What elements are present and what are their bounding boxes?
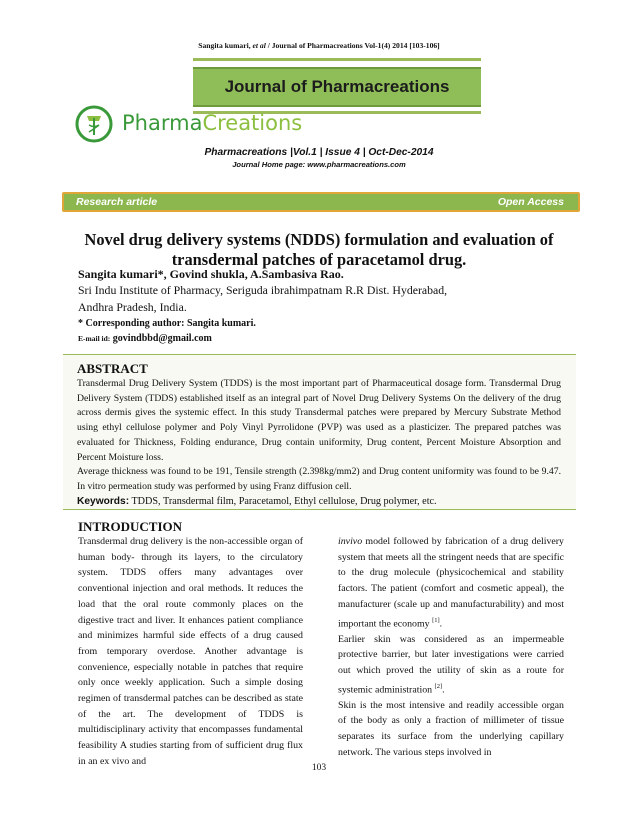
corresponding-author: * Corresponding author: Sangita kumari. (78, 318, 256, 329)
intro-right-paragraph-1: invivo model followed by fabrication of a drug delivery system that meets all the stringent needs that are specific to the drug molecule (physicochemical and stability factors. The patient (comfort and cosmetic appeal), the manufacturer (scale up and manufacturability) and most important the economy [1]. (338, 536, 564, 629)
caduceus-logo-icon (74, 104, 114, 144)
running-head: Sangita kumari, et al / Journal of Pharmacreations Vol-1(4) 2014 [103-106] (198, 41, 440, 50)
journal-home-line: Journal Home page: www.pharmacreations.com (232, 160, 406, 169)
article-type-bar (62, 192, 580, 212)
intro-right-column (338, 534, 564, 760)
affiliation-line-2: Andhra Pradesh, India. (78, 300, 187, 314)
keywords-line (77, 495, 561, 510)
logo-wordmark: PharmaCreations (122, 111, 303, 135)
paper-title: Novel drug delivery systems (NDDS) formulation and evaluation of transdermal patches of paracetamol drug. (84, 230, 554, 269)
email-label: E-mail id: (78, 334, 111, 343)
abstract-body (77, 377, 561, 509)
citation-1[interactable]: [1] (432, 616, 440, 624)
intro-right-paragraph-2: Earlier skin was considered as an impermeable protective barrier, but later investigations were carried out which proved the utility of skin as a route for systemic administration [2]. (338, 633, 564, 695)
keywords-label: Keywords: (77, 495, 130, 507)
abstract-heading: ABSTRACT (77, 361, 148, 376)
pharmacreations-logo (74, 104, 303, 144)
abstract-paragraph-2: Average thickness was found to be 191, Tensile strength (2.398kg/mm2) and Drug content uniformity was found to be 9.47. In vitro permeation study was performed by using Franz diffusion cell. (77, 466, 561, 492)
intro-left-column (78, 534, 303, 770)
issue-line: Pharmacreations |Vol.1 | Issue 4 | Oct-Dec-2014 (204, 147, 434, 158)
abstract-box (63, 354, 576, 510)
abstract-paragraph-1: Transdermal Drug Delivery System (TDDS) is the most important part of Pharmaceutical dosage form. Transdermal Drug Delivery System (TDDS) established itself as an integral part of Novel Drug Delivery Systems On the delivery of the drug across dermis gives the systemic effect. In this study Transdermal patches were prepared by Mercury Substrate Method using ethyl cellulose polymer and Poly Vinyl Pyrrolidone (PVP) was used as a plasticizer. The prepared patches was evaluated for Thickness, Folding endurance, Drug contain uniformity, Drug content, Percent Moisture Absorption and Percent Moisture loss. (77, 378, 561, 463)
authors: Sangita kumari*, Govind shukla, A.Sambasiva Rao. (78, 267, 344, 281)
banner-box (193, 67, 481, 107)
open-access-label: Open Access (497, 196, 564, 208)
email-address[interactable]: govindbbd@gmail.com (112, 333, 212, 344)
journal-banner-title: Journal of Pharmacreations (224, 77, 450, 96)
keywords-list: TDDS, Transdermal film, Paracetamol, Ethyl cellulose, Drug polymer, etc. (129, 495, 437, 507)
email-line (78, 333, 212, 344)
intro-left-paragraph: Transdermal drug delivery is the non-accessible organ of human body- through its layers, to the circulatory system. TDDS offers many advantages over conventional injection and oral methods. It reduces the load that the oral route commonly places on the digestive tract and liver. It enhances patient compliance and minimizes harmful side effects of a drug caused from temporary overdose. Another advantage is convenience, especially notable in patches that require only once weekly application. Such a simple dosing regimen of transdermal patches can be described as state of the art. The development of TDDS is multidisciplinary activity that encompasses fundamental feasibility A studies starting from of sufficient drug flux in an ex vivo and (78, 536, 303, 767)
banner-rule-top (193, 58, 481, 61)
intro-right-paragraph-3: Skin is the most intensive and readily accessible organ of the body as only a fraction of millimeter of tissue separates its surface from the underlying capillary network. The various steps involved in (338, 699, 564, 758)
affiliation-line-1: Sri Indu Institute of Pharmacy, Seriguda ibrahimpatnam R.R Dist. Hyderabad, (78, 283, 448, 297)
page-number: 103 (311, 763, 327, 773)
citation-2[interactable]: [2] (434, 682, 443, 690)
article-type-label: Research article (76, 196, 158, 208)
introduction-heading: INTRODUCTION (78, 519, 183, 534)
